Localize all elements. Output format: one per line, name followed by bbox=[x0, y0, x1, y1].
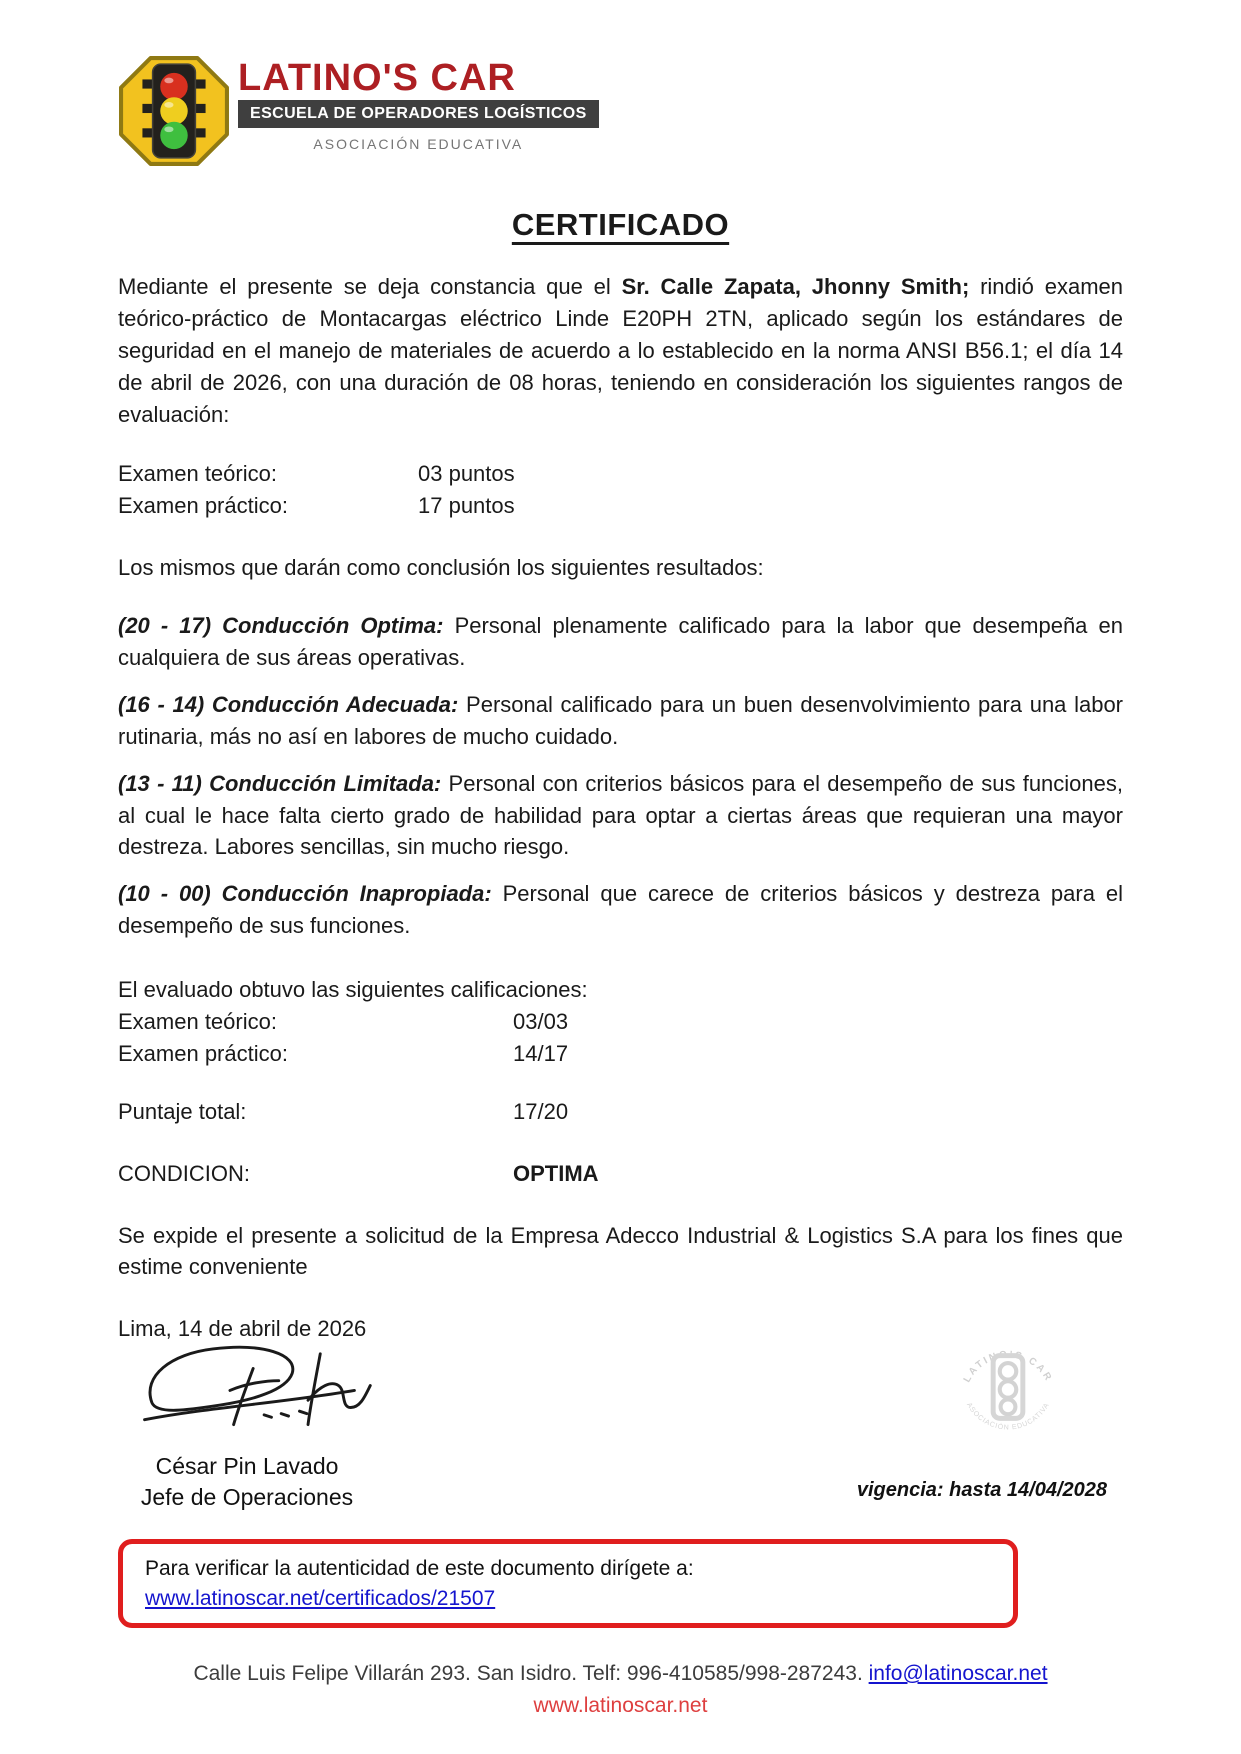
exam-practico-value: 17 puntos bbox=[418, 493, 515, 519]
range-limitada-text: Personal con criterios básicos para el desempeño de sus funciones, al cual le hace falta cierto grado de habilidad para optar a ciertas áreas que requieran una mayor destreza. Labores sencillas, sin mucho riesgo. bbox=[118, 770, 1124, 860]
exam-points-row-practico bbox=[118, 490, 1123, 522]
place-date: Lima, 14 de abril de 2026 bbox=[118, 1316, 367, 1342]
grades-block bbox=[118, 974, 1123, 1189]
grade-practico-label: Examen práctico: bbox=[118, 1040, 288, 1066]
school-tagline-bar: ESCUELA DE OPERADORES LOGÍSTICOS bbox=[238, 100, 599, 128]
signature-image bbox=[124, 1327, 414, 1449]
exam-points-row-teorico bbox=[118, 458, 1123, 490]
exam-teorico-label: Examen teórico: bbox=[118, 461, 277, 487]
total-score-value: 17/20 bbox=[513, 1098, 569, 1124]
grade-row-practico bbox=[118, 1038, 1123, 1070]
range-inapropiada-text: Personal que carece de criterios básicos y destreza para el desempeño de sus funciones. bbox=[118, 881, 1123, 939]
evaluation-ranges bbox=[118, 610, 1123, 942]
grade-row-teorico bbox=[118, 1006, 1123, 1038]
certificate-holder-name: Sr. Calle Zapata, Jhonny Smith; bbox=[621, 274, 970, 299]
range-adecuada-text: Personal calificado para un buen desenvolvimiento para una labor rutinaria, más no así en labores de mucho cuidado. bbox=[118, 691, 1124, 749]
exam-teorico-value: 03 puntos bbox=[418, 461, 515, 487]
footer-website-link[interactable]: www.latinoscar.net bbox=[533, 1693, 708, 1717]
grade-teorico-value: 03/03 bbox=[513, 1009, 569, 1035]
range-inapropiada bbox=[118, 878, 1123, 942]
exam-points-block bbox=[118, 458, 1123, 522]
watermark-bottom-text: ASOCIACIÓN EDUCATIVA bbox=[965, 1401, 1051, 1432]
footer-email-link[interactable]: info@latinoscar.net bbox=[868, 1662, 1048, 1686]
verification-label: Para verificar la autenticidad de este documento dirígete a: bbox=[145, 1557, 694, 1581]
footer-address-line bbox=[118, 1658, 1123, 1690]
validity-note: vigencia: hasta 14/04/2028 bbox=[856, 1479, 1107, 1502]
exam-practico-label: Examen práctico: bbox=[118, 493, 288, 519]
association-label: ASOCIACIÓN EDUCATIVA bbox=[313, 136, 524, 152]
range-optima-text: Personal plenamente calificado para la labor que desempeña en cualquiera de sus áreas operativas. bbox=[118, 613, 1123, 671]
range-inapropiada-heading: (10 - 00) Conducción Inapropiada: bbox=[118, 881, 492, 907]
range-adecuada-heading: (16 - 14) Conducción Adecuada: bbox=[118, 691, 459, 717]
intro-body: rindió examen teórico-práctico de Montacargas eléctrico Linde E20PH 2TN, aplicado según los estándares de seguridad en el manejo de materiales de acuerdo a lo establecido en la norma ANSI B56.1; el día 14 de abril de 2026, con una duración de 08 horas, teniendo en consideración los siguientes rangos de evaluación: bbox=[118, 274, 1123, 427]
range-limitada bbox=[118, 768, 1123, 864]
footer-address-text: Calle Luis Felipe Villarán 293. San Isidro. Telf: 996-410585/998-287243. bbox=[193, 1662, 869, 1686]
condition-label: CONDICION: bbox=[118, 1160, 250, 1186]
document-title: CERTIFICADO bbox=[511, 207, 730, 242]
logo bbox=[118, 55, 1123, 167]
range-optima-heading: (20 - 17) Conducción Optima: bbox=[118, 613, 444, 639]
signature-region bbox=[118, 1349, 1123, 1513]
footer bbox=[118, 1658, 1123, 1721]
brand-name: LATINO'S CAR bbox=[238, 57, 516, 99]
verification-link[interactable]: www.latinoscar.net/certificados/21507 bbox=[145, 1586, 496, 1610]
condition-row bbox=[118, 1158, 1123, 1190]
signatory-identity bbox=[132, 1451, 362, 1513]
range-limitada-heading: (13 - 11) Conducción Limitada: bbox=[118, 770, 442, 796]
verification-box bbox=[118, 1539, 1018, 1628]
issue-paragraph: Se expide el presente a solicitud de la Empresa Adecco Industrial & Logistics S.A para los fines que estime conveniente bbox=[118, 1222, 1123, 1280]
results-intro: Los mismos que darán como conclusión los siguientes resultados: bbox=[118, 555, 764, 581]
grades-intro: El evaluado obtuvo las siguientes calificaciones: bbox=[118, 977, 588, 1003]
traffic-light-logo-icon bbox=[118, 55, 230, 167]
signatory-role: Jefe de Operaciones bbox=[140, 1484, 354, 1511]
range-adecuada bbox=[118, 689, 1123, 753]
grade-teorico-label: Examen teórico: bbox=[118, 1009, 277, 1035]
grade-practico-value: 14/17 bbox=[513, 1040, 569, 1066]
condition-value: OPTIMA bbox=[513, 1160, 599, 1186]
intro-lead: Mediante el presente se deja constancia que el bbox=[118, 274, 622, 299]
watermark-top-text: LATINO'S CAR bbox=[961, 1349, 1055, 1385]
signatory-name: César Pin Lavado bbox=[155, 1453, 339, 1480]
total-score-label: Puntaje total: bbox=[118, 1098, 247, 1124]
company-stamp-watermark-icon bbox=[946, 1321, 1070, 1453]
range-optima bbox=[118, 610, 1123, 674]
logo-text bbox=[238, 55, 599, 152]
total-score-row bbox=[118, 1096, 1123, 1128]
intro-paragraph bbox=[118, 271, 1123, 430]
